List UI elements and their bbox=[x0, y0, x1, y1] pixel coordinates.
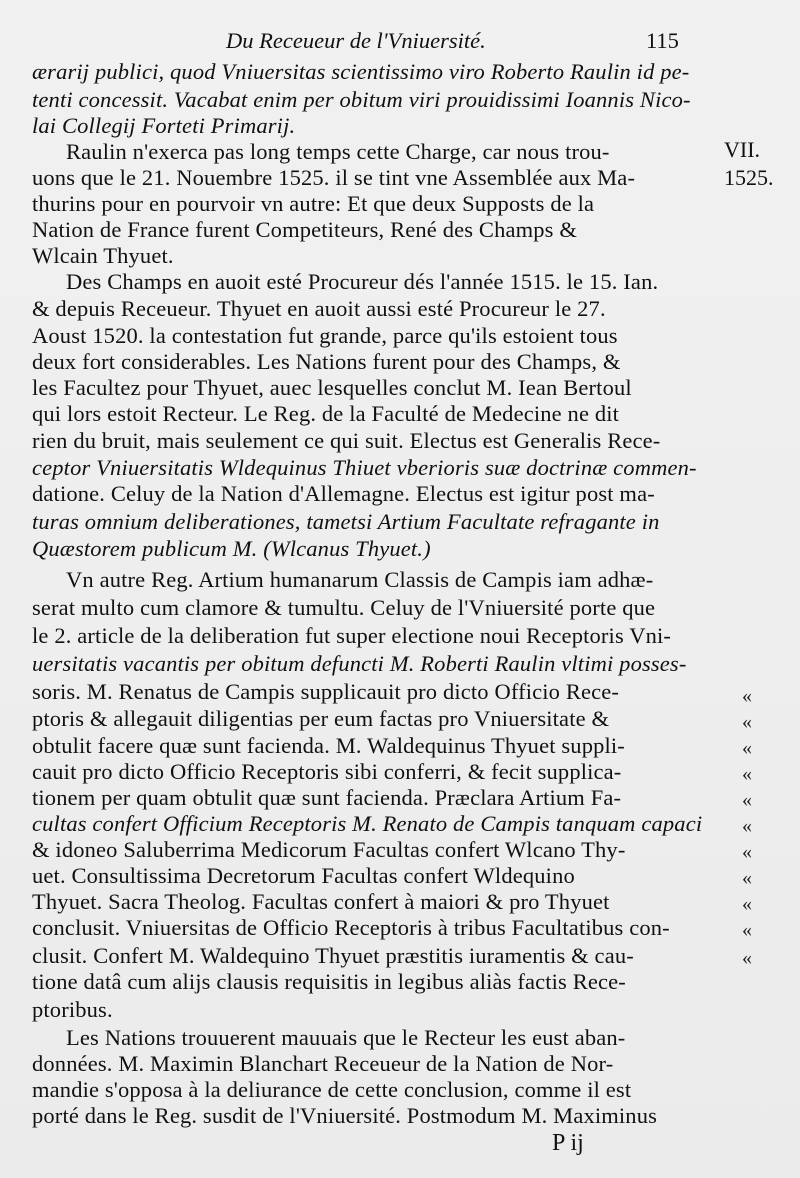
text-line: données. M. Maximin Blanchart Receueur de la Nation de Nor- bbox=[32, 1051, 614, 1076]
text-line: tionem per quam obtulit quæ sunt facienda. Præclara Artium Fa- bbox=[32, 785, 622, 810]
text-line: Vn autre Reg. Artium humanarum Classis de Campis iam adhæ- bbox=[66, 567, 654, 592]
text-line: ptoris & allegauit diligentias per eum factas pro Vniuersitate & bbox=[32, 706, 610, 731]
text-line: ærarij publici, quod Vniuersitas scientissimo viro Roberto Raulin id pe- bbox=[32, 59, 690, 84]
text-line: deux fort considerables. Les Nations furent pour des Champs, & bbox=[32, 349, 621, 374]
text-line: thurins pour en pourvoir vn autre: Et que deux Supposts de la bbox=[32, 191, 595, 216]
text-line: & depuis Receueur. Thyuet en auoit aussi esté Procureur le 27. bbox=[32, 296, 606, 321]
text-line: tione datâ cum alijs clausis requisitis in legibus aliàs factis Rece- bbox=[32, 969, 626, 994]
text-line: cauit pro dicto Officio Receptoris sibi conferri, & fecit supplica- bbox=[32, 759, 622, 784]
quote-mark: « bbox=[742, 867, 752, 889]
margin-section-number: VII. bbox=[724, 137, 761, 162]
text-line: porté dans le Reg. susdit de l'Vniuersité. Postmodum M. Maximinus bbox=[32, 1103, 658, 1128]
text-line: soris. M. Renatus de Campis supplicauit pro dicto Officio Rece- bbox=[32, 679, 620, 704]
quote-mark: « bbox=[742, 841, 752, 863]
text-line: Thyuet. Sacra Theolog. Facultas confert à maiori & pro Thyuet bbox=[32, 889, 610, 914]
margin-year: 1525. bbox=[724, 165, 774, 190]
quote-mark: « bbox=[742, 711, 752, 733]
text-line: ptoribus. bbox=[32, 997, 113, 1022]
text-line: turas omnium deliberationes, tametsi Artium Facultate refragante in bbox=[32, 509, 660, 534]
text-line: Nation de France furent Competiteurs, René des Champs & bbox=[32, 217, 577, 242]
text-line: rien du bruit, mais seulement ce qui suit. Electus est Generalis Rece- bbox=[32, 428, 661, 453]
quote-mark: « bbox=[742, 763, 752, 785]
text-line: datione. Celuy de la Nation d'Allemagne. Electus est igitur post ma- bbox=[32, 481, 655, 506]
signature-mark: P ij bbox=[552, 1130, 584, 1156]
text-line: le 2. article de la deliberation fut super electione noui Receptoris Vni- bbox=[32, 623, 672, 648]
text-line: clusit. Confert M. Waldequino Thyuet præstitis iuramentis & cau- bbox=[32, 943, 634, 968]
text-line: qui lors estoit Recteur. Le Reg. de la Faculté de Medecine ne dit bbox=[32, 401, 620, 426]
text-line: ceptor Vniuersitatis Wldequinus Thiuet vberioris suæ doctrinæ commen- bbox=[32, 455, 697, 480]
text-line: obtulit facere quæ sunt facienda. M. Waldequinus Thyuet suppli- bbox=[32, 733, 625, 758]
text-line: & idoneo Saluberrima Medicorum Facultas confert Wlcano Thy- bbox=[32, 837, 626, 862]
quote-mark: « bbox=[742, 737, 752, 759]
quote-mark: « bbox=[742, 815, 752, 837]
text-line: serat multo cum clamore & tumultu. Celuy de l'Vniuersité porte que bbox=[32, 595, 656, 620]
text-line: Wlcain Thyuet. bbox=[32, 243, 174, 268]
page-header bbox=[0, 24, 800, 58]
text-line: lai Collegij Forteti Primarij. bbox=[32, 113, 296, 138]
text-line: Raulin n'exerca pas long temps cette Charge, car nous trou- bbox=[66, 139, 610, 164]
text-line: conclusit. Vniuersitas de Officio Receptoris à tribus Facultatibus con- bbox=[32, 915, 670, 940]
quote-mark: « bbox=[742, 685, 752, 707]
quote-mark: « bbox=[742, 789, 752, 811]
text-line: mandie s'opposa à la deliurance de cette conclusion, comme il est bbox=[32, 1077, 632, 1102]
text-line: cultas confert Officium Receptoris M. Renato de Campis tanquam capaci bbox=[32, 811, 703, 836]
running-title: Du Receueur de l'Vniuersité. bbox=[226, 28, 486, 53]
text-line: tenti concessit. Vacabat enim per obitum viri prouidissimi Ioannis Nico- bbox=[32, 87, 691, 112]
text-line: les Facultez pour Thyuet, auec lesquelles conclut M. Iean Bertoul bbox=[32, 375, 632, 400]
text-line: Des Champs en auoit esté Procureur dés l'année 1515. le 15. Ian. bbox=[66, 269, 659, 294]
text-line: uersitatis vacantis per obitum defuncti M. Roberti Raulin vltimi posses- bbox=[32, 651, 687, 676]
text-line: Quæstorem publicum M. (Wlcanus Thyuet.) bbox=[32, 536, 431, 561]
text-line: Aoust 1520. la contestation fut grande, parce qu'ils estoient tous bbox=[32, 323, 618, 348]
quote-mark: « bbox=[742, 947, 752, 969]
quote-mark: « bbox=[742, 919, 752, 941]
text-line: uet. Consultissima Decretorum Facultas confert Wldequino bbox=[32, 863, 575, 888]
quote-mark: « bbox=[742, 893, 752, 915]
text-line: Les Nations trouuerent mauuais que le Recteur les eust aban- bbox=[66, 1025, 626, 1050]
page-number: 115 bbox=[646, 28, 679, 53]
text-line: uons que le 21. Nouembre 1525. il se tint vne Assemblée aux Ma- bbox=[32, 165, 636, 190]
